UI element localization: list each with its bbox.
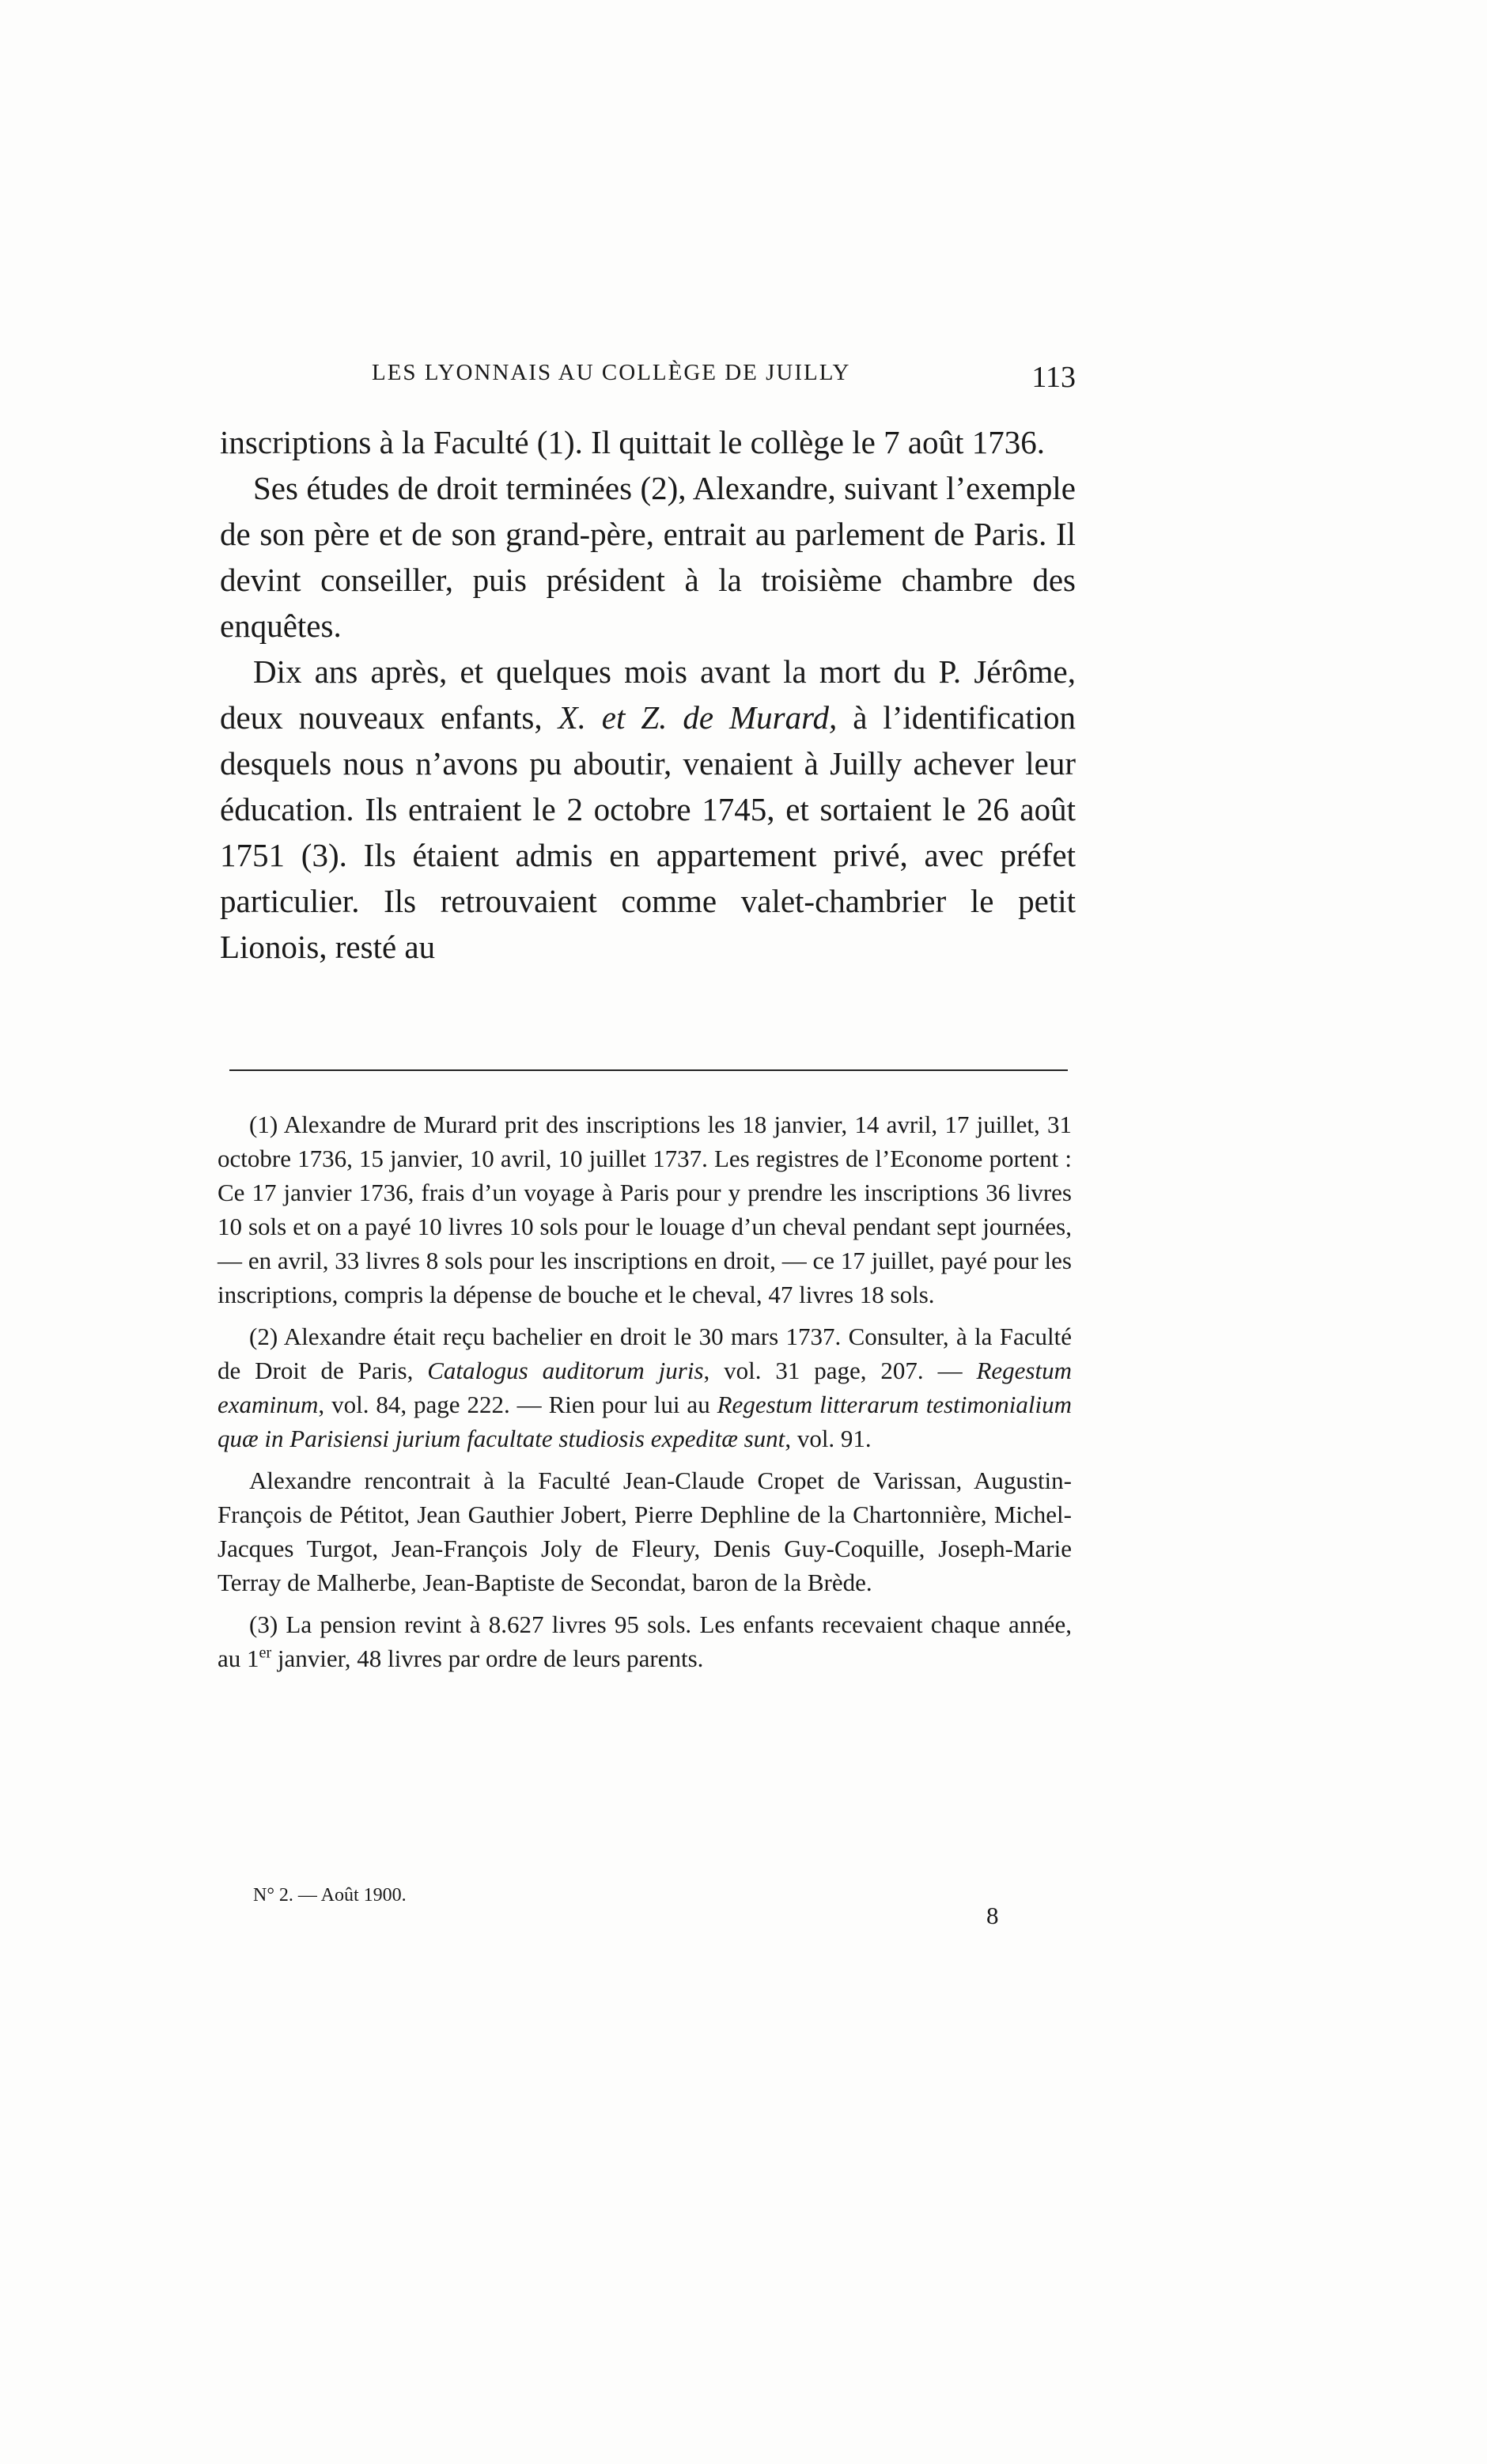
footnote-3-start: (3) La pension revint à 8.627 livres 95 sols. Les enfants recevaient chaque année, au 1 xyxy=(218,1610,1072,1672)
page-number: 113 xyxy=(1031,361,1076,394)
footnote-2-title-1: Catalogus auditorum juris xyxy=(427,1357,704,1384)
paragraph-3-start: Dix ans après, et quelques mois avant la mort du P. Jérôme, deux nouveaux enfants, xyxy=(220,653,1076,736)
sheet-number: 8 xyxy=(986,1902,999,1929)
footnote-rule xyxy=(229,1069,1068,1071)
footnote-2-mid-1: , vol. 31 page, 207. — xyxy=(703,1357,977,1384)
footnotes xyxy=(218,1107,1072,1683)
footnote-2-title-2: Regestum examinum xyxy=(218,1357,1072,1418)
running-head xyxy=(372,360,1076,399)
footnote-3-superscript: er xyxy=(259,1644,272,1662)
paragraph-3-names: X. et Z. de Murard, xyxy=(558,699,838,736)
footnote-1: (1) Alexandre de Murard prit des inscriptions les 18 janvier, 14 avril, 17 juillet, 31 octobre 1736, 15 janvier, 10 avril, 10 juillet 1737. Les registres de l’Econome portent : Ce 17 janvier 1736, frais d’un voyage à Paris pour y prendre les inscriptions 36 livres 10 sols et on a payé 10 livres 10 sols pour le louage d’un cheval pendant sept journées, — en avril, 33 livres 8 sols pour les inscriptions en droit, — ce 17 juillet, payé pour les inscriptions, compris la dépense de bouche et le cheval, 47 livres 18 sols. xyxy=(218,1111,1072,1308)
paragraph-2: Ses études de droit terminées (2), Alexandre, suivant l’exemple de son père et de son grand-père, entrait au parlement de Paris. Il devint conseiller, puis président à la troisième chambre des enquêtes. xyxy=(220,470,1076,644)
printer-signature: N° 2. — Août 1900. xyxy=(253,1885,407,1906)
footnote-2 xyxy=(218,1319,1072,1455)
footnote-2-start: (2) Alexandre était reçu bachelier en droit le 30 mars 1737. Consulter, à la Faculté de Droit de Paris, xyxy=(218,1323,1072,1384)
footnote-3-end: janvier, 48 livres par ordre de leurs parents. xyxy=(271,1645,704,1672)
paragraph-1: inscriptions à la Faculté (1). Il quittait le collège le 7 août 1736. xyxy=(220,424,1045,460)
footnote-2-continuation: Alexandre rencontrait à la Faculté Jean-Claude Cropet de Varissan, Augustin-François de Pétitot, Jean Gauthier Jobert, Pierre Dephline de la Chartonnière, Michel-Jacques Turgot, Jean-François Joly de Fleury, Denis Guy-Coquille, Joseph-Marie Terray de Malherbe, Jean-Baptiste de Secondat, baron de la Brède. xyxy=(218,1467,1072,1596)
footnote-3 xyxy=(218,1607,1072,1675)
running-title: LES LYONNAIS AU COLLÈGE DE JUILLY xyxy=(372,360,851,385)
footnote-2-end: , vol. 91. xyxy=(785,1425,872,1452)
footnote-2-mid-2: , vol. 84, page 222. — Rien pour lui au xyxy=(318,1391,717,1418)
paragraph-3 xyxy=(220,649,1076,970)
body-text xyxy=(220,419,1076,970)
paragraph-3-rest: à l’identification desquels nous n’avons pu aboutir, venaient à Juilly achever leur éducation. Ils entraient le 2 octobre 1745, et sortaient le 26 août 1751 (3). Ils étaient admis en appartement privé, avec préfet particulier. Ils retrouvaient comme valet-chambrier le petit Lionois, resté au xyxy=(220,699,1076,965)
footnote-2-title-3: Regestum litterarum testimonialium quæ in Parisiensi jurium facultate studiosis expeditæ sunt xyxy=(218,1391,1072,1452)
